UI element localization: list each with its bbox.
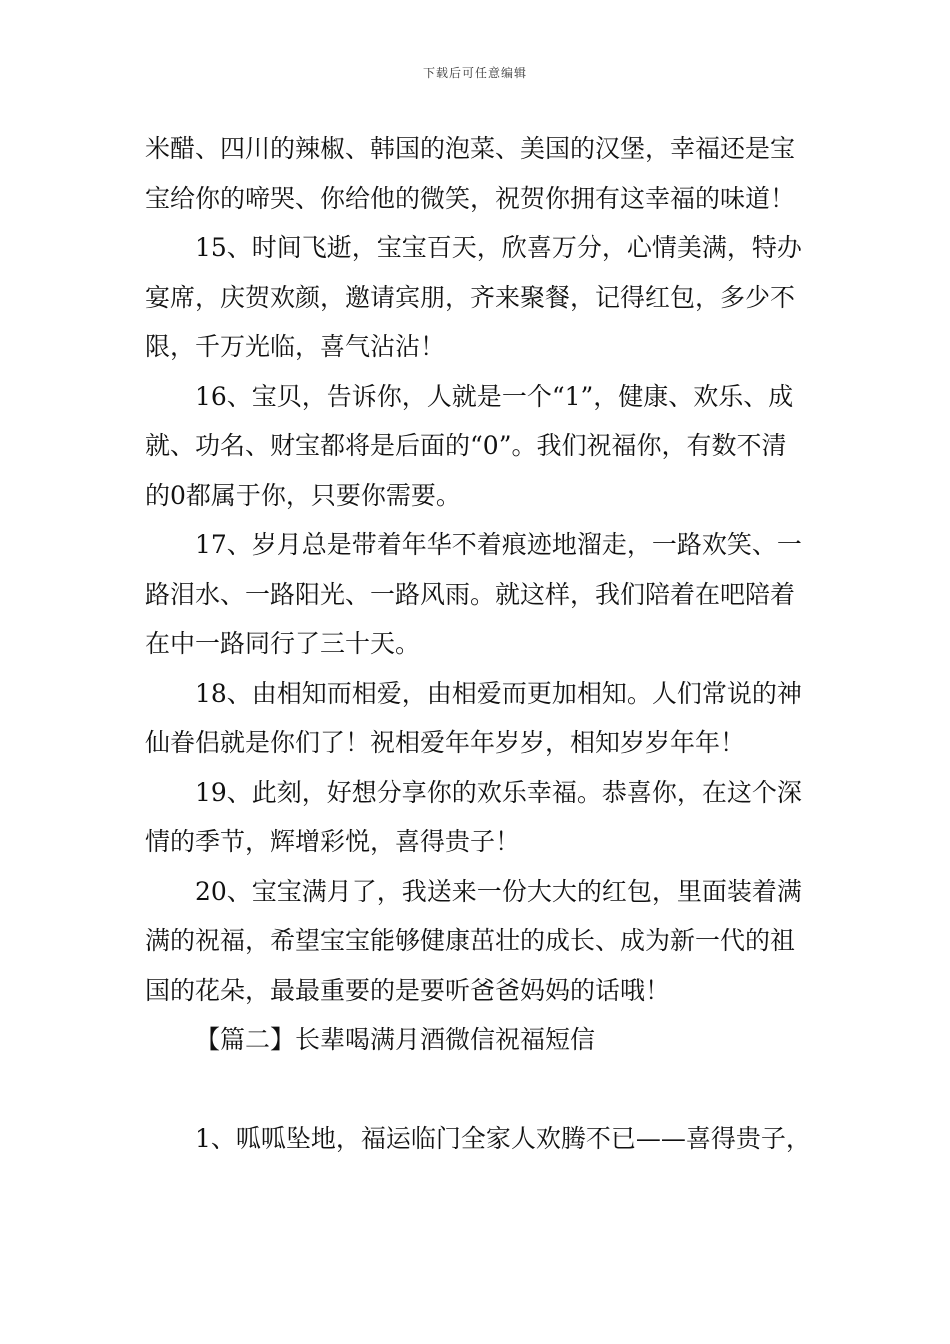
document-body xyxy=(145,124,810,1163)
paragraph-item-15: 15、时间飞逝，宝宝百天，欣喜万分，心情美满，特办宴席，庆贺欢颜，邀请宾朋，齐来聚餐，记得红包，多少不限，千万光临，喜气沾沾！ xyxy=(145,233,802,361)
paragraph-item-19: 19、此刻，好想分享你的欢乐幸福。恭喜你，在这个深情的季节，辉增彩悦，喜得贵子！ xyxy=(145,777,802,856)
section-gap xyxy=(145,1065,810,1114)
section-heading: 【篇二】长辈喝满月酒微信祝福短信 xyxy=(195,1025,596,1054)
paragraph-continuation: 米醋、四川的辣椒、韩国的泡菜、美国的汉堡，幸福还是宝宝给你的啼哭、你给他的微笑，祝贺你拥有这幸福的味道！ xyxy=(145,134,796,213)
paragraph-item-17: 17、岁月总是带着年华不着痕迹地溜走，一路欢笑、一路泪水、一路阳光、一路风雨。就这样，我们陪着在吧陪着在中一路同行了三十天。 xyxy=(145,530,802,658)
paragraph-item-1: 1、呱呱坠地，福运临门全家人欢腾不已——喜得贵子， xyxy=(195,1123,811,1153)
paragraph-item-20: 20、宝宝满月了，我送来一份大大的红包，里面装着满满的祝福，希望宝宝能够健康茁壮的成长、成为新一代的祖国的花朵，最最重要的是要听爸爸妈妈的话哦！ xyxy=(145,876,802,1005)
paragraph-item-18: 18、由相知而相爱，由相爱而更加相知。人们常说的神仙眷侣就是你们了！祝相爱年年岁岁，相知岁岁年年！ xyxy=(145,678,802,757)
paragraph-item-16: 16、宝贝，告诉你，人就是一个“1”，健康、欢乐、成就、功名、财宝都将是后面的“0”。我们祝福你，有数不清的0都属于你，只要你需要。 xyxy=(145,381,794,510)
page-header-note: 下载后可任意编辑 xyxy=(422,66,527,80)
